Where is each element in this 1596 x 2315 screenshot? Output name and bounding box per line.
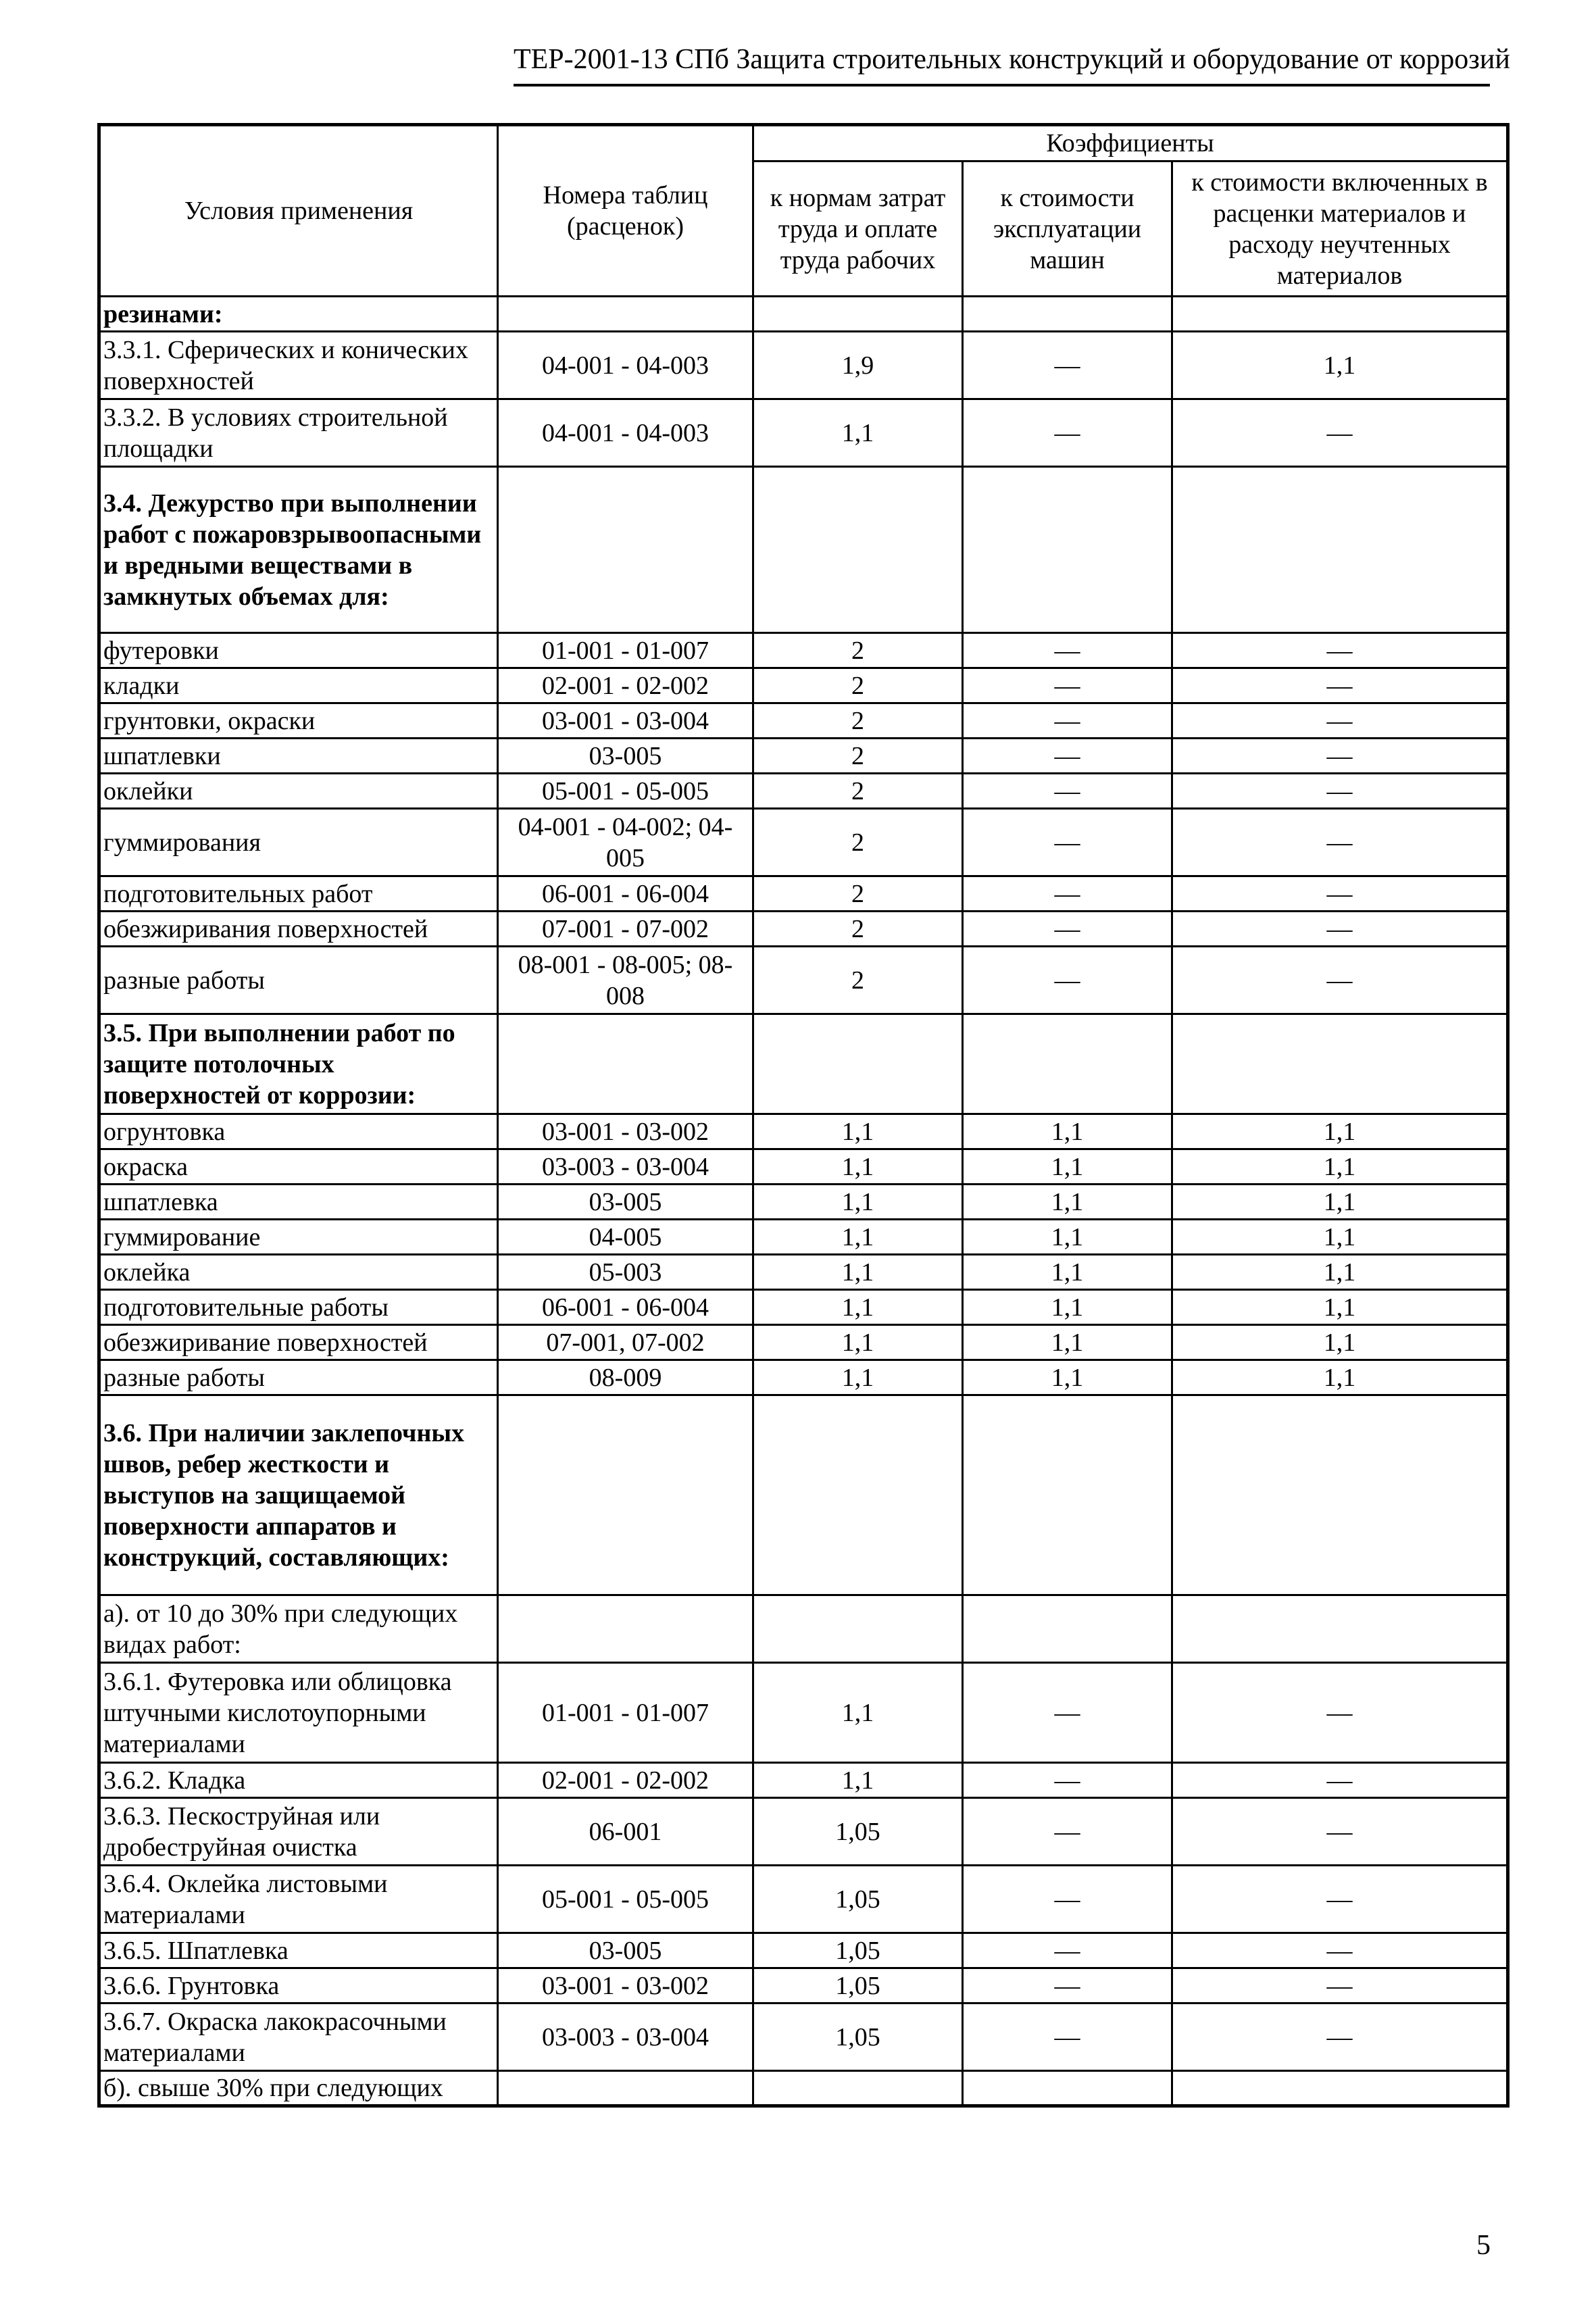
machines-coefficient-cell xyxy=(963,467,1172,633)
table-row xyxy=(99,1220,1508,1255)
table-row xyxy=(99,1663,1508,1763)
labor-coefficient-cell: 1,1 xyxy=(753,1663,963,1763)
materials-coefficient-cell: 1,1 xyxy=(1172,1220,1508,1255)
machines-coefficient-cell: — xyxy=(963,633,1172,668)
materials-coefficient-cell: — xyxy=(1172,1763,1508,1798)
table-row xyxy=(99,1395,1508,1595)
materials-coefficient-cell: 1,1 xyxy=(1172,1185,1508,1220)
table-row xyxy=(99,1866,1508,1933)
condition-cell: футеровки xyxy=(99,633,498,668)
condition-cell: 3.5. При выполнении работ по защите потолочных поверхностей от коррозии: xyxy=(99,1014,498,1114)
labor-coefficient-cell: 1,1 xyxy=(753,1149,963,1185)
table-numbers-cell xyxy=(498,467,753,633)
machines-coefficient-cell: 1,1 xyxy=(963,1220,1172,1255)
labor-coefficient-cell: 1,1 xyxy=(753,1220,963,1255)
labor-coefficient-cell: 2 xyxy=(753,947,963,1014)
labor-coefficient-cell: 1,05 xyxy=(753,1866,963,1933)
condition-cell: 3.6.2. Кладка xyxy=(99,1763,498,1798)
labor-coefficient-cell: 1,1 xyxy=(753,1290,963,1325)
condition-cell: 3.6.1. Футеровка или облицовка штучными кислотоупорными материалами xyxy=(99,1663,498,1763)
table-numbers-cell: 05-001 - 05-005 xyxy=(498,1866,753,1933)
labor-coefficient-cell: 2 xyxy=(753,912,963,947)
labor-coefficient-cell: 1,1 xyxy=(753,1763,963,1798)
machines-coefficient-cell: — xyxy=(963,912,1172,947)
header-rule xyxy=(514,84,1490,86)
table-numbers-cell: 04-005 xyxy=(498,1220,753,1255)
labor-coefficient-cell: 2 xyxy=(753,739,963,774)
condition-cell: гуммирования xyxy=(99,809,498,876)
materials-coefficient-cell: 1,1 xyxy=(1172,1255,1508,1290)
table-row xyxy=(99,1290,1508,1325)
table-row xyxy=(99,876,1508,912)
materials-coefficient-cell xyxy=(1172,467,1508,633)
machines-coefficient-cell: — xyxy=(963,947,1172,1014)
materials-coefficient-cell: — xyxy=(1172,703,1508,739)
machines-coefficient-cell: — xyxy=(963,1798,1172,1866)
table-row xyxy=(99,1185,1508,1220)
table-row xyxy=(99,1595,1508,1663)
table-numbers-cell xyxy=(498,2071,753,2106)
condition-cell: разные работы xyxy=(99,1360,498,1395)
table-row xyxy=(99,1114,1508,1149)
page-header: ТЕР-2001-13 СПб Защита строительных конструкций и оборудование от коррозий xyxy=(514,44,1510,75)
labor-coefficient-cell: 1,1 xyxy=(753,1185,963,1220)
machines-coefficient-cell xyxy=(963,1595,1172,1663)
machines-coefficient-cell: — xyxy=(963,668,1172,703)
materials-coefficient-cell: — xyxy=(1172,2003,1508,2071)
machines-coefficient-cell: 1,1 xyxy=(963,1185,1172,1220)
condition-cell: кладки xyxy=(99,668,498,703)
machines-coefficient-cell: — xyxy=(963,2003,1172,2071)
labor-coefficient-cell xyxy=(753,297,963,332)
table-row xyxy=(99,1798,1508,1866)
table-row xyxy=(99,1360,1508,1395)
table-numbers-cell: 02-001 - 02-002 xyxy=(498,668,753,703)
table-numbers-cell: 03-001 - 03-002 xyxy=(498,1114,753,1149)
header-table-numbers: Номера таблиц (расценок) xyxy=(498,125,753,297)
labor-coefficient-cell xyxy=(753,1595,963,1663)
table-row xyxy=(99,703,1508,739)
labor-coefficient-cell: 1,1 xyxy=(753,399,963,467)
condition-cell: огрунтовка xyxy=(99,1114,498,1149)
materials-coefficient-cell: — xyxy=(1172,668,1508,703)
table-row xyxy=(99,774,1508,809)
condition-cell: 3.6.3. Пескоструйная или дробеструйная очистка xyxy=(99,1798,498,1866)
machines-coefficient-cell: — xyxy=(963,774,1172,809)
table-numbers-cell: 07-001, 07-002 xyxy=(498,1325,753,1360)
labor-coefficient-cell xyxy=(753,2071,963,2106)
table-row xyxy=(99,947,1508,1014)
machines-coefficient-cell: — xyxy=(963,876,1172,912)
materials-coefficient-cell: — xyxy=(1172,912,1508,947)
machines-coefficient-cell: — xyxy=(963,1933,1172,1968)
machines-coefficient-cell xyxy=(963,1014,1172,1114)
labor-coefficient-cell xyxy=(753,467,963,633)
labor-coefficient-cell xyxy=(753,1395,963,1595)
materials-coefficient-cell: 1,1 xyxy=(1172,1114,1508,1149)
table-row xyxy=(99,2003,1508,2071)
materials-coefficient-cell: — xyxy=(1172,399,1508,467)
materials-coefficient-cell: 1,1 xyxy=(1172,1149,1508,1185)
condition-cell: 3.6.4. Оклейка листовыми материалами xyxy=(99,1866,498,1933)
condition-cell: шпатлевки xyxy=(99,739,498,774)
table-row xyxy=(99,297,1508,332)
table-row xyxy=(99,1933,1508,1968)
materials-coefficient-cell: — xyxy=(1172,876,1508,912)
materials-coefficient-cell: 1,1 xyxy=(1172,1325,1508,1360)
materials-coefficient-cell: 1,1 xyxy=(1172,1290,1508,1325)
condition-cell: подготовительных работ xyxy=(99,876,498,912)
table-row xyxy=(99,1325,1508,1360)
table-numbers-cell: 03-005 xyxy=(498,739,753,774)
materials-coefficient-cell xyxy=(1172,1595,1508,1663)
table-row xyxy=(99,1968,1508,2003)
condition-cell: 3.6.7. Окраска лакокрасочными материалами xyxy=(99,2003,498,2071)
condition-cell: 3.3.1. Сферических и конических поверхностей xyxy=(99,332,498,399)
condition-cell: резинами: xyxy=(99,297,498,332)
condition-cell: обезжиривания поверхностей xyxy=(99,912,498,947)
materials-coefficient-cell: — xyxy=(1172,633,1508,668)
labor-coefficient-cell: 1,9 xyxy=(753,332,963,399)
table-row xyxy=(99,1149,1508,1185)
machines-coefficient-cell: — xyxy=(963,809,1172,876)
machines-coefficient-cell: 1,1 xyxy=(963,1255,1172,1290)
labor-coefficient-cell: 2 xyxy=(753,876,963,912)
header-machines: к стоимости эксплуатации машин xyxy=(963,161,1172,297)
table-row xyxy=(99,1014,1508,1114)
table-numbers-cell xyxy=(498,1395,753,1595)
table-numbers-cell: 06-001 xyxy=(498,1798,753,1866)
machines-coefficient-cell xyxy=(963,2071,1172,2106)
table-row xyxy=(99,1255,1508,1290)
table-numbers-cell: 04-001 - 04-002; 04-005 xyxy=(498,809,753,876)
table-numbers-cell: 06-001 - 06-004 xyxy=(498,876,753,912)
condition-cell: подготовительные работы xyxy=(99,1290,498,1325)
table-numbers-cell: 01-001 - 01-007 xyxy=(498,633,753,668)
table-numbers-cell xyxy=(498,1014,753,1114)
condition-cell: 3.6. При наличии заклепочных швов, ребер жесткости и выступов на защищаемой поверхности аппаратов и конструкций, составляющих: xyxy=(99,1395,498,1595)
table-row xyxy=(99,399,1508,467)
condition-cell: шпатлевка xyxy=(99,1185,498,1220)
page-number: 5 xyxy=(1476,2230,1491,2261)
materials-coefficient-cell xyxy=(1172,297,1508,332)
table-row xyxy=(99,332,1508,399)
materials-coefficient-cell: — xyxy=(1172,1968,1508,2003)
labor-coefficient-cell: 1,05 xyxy=(753,1968,963,2003)
materials-coefficient-cell: — xyxy=(1172,1663,1508,1763)
header-coefficients: Коэффициенты xyxy=(753,125,1508,161)
labor-coefficient-cell: 2 xyxy=(753,703,963,739)
machines-coefficient-cell: — xyxy=(963,703,1172,739)
table-row xyxy=(99,739,1508,774)
materials-coefficient-cell: — xyxy=(1172,1798,1508,1866)
table-numbers-cell: 06-001 - 06-004 xyxy=(498,1290,753,1325)
condition-cell: б). свыше 30% при следующих xyxy=(99,2071,498,2106)
table-row xyxy=(99,809,1508,876)
labor-coefficient-cell: 1,1 xyxy=(753,1325,963,1360)
machines-coefficient-cell: — xyxy=(963,739,1172,774)
table-numbers-cell: 03-001 - 03-004 xyxy=(498,703,753,739)
table-row xyxy=(99,1763,1508,1798)
table-row xyxy=(99,2071,1508,2106)
labor-coefficient-cell: 1,05 xyxy=(753,1798,963,1866)
table-body xyxy=(99,297,1508,2106)
condition-cell: окраска xyxy=(99,1149,498,1185)
table-row xyxy=(99,633,1508,668)
table-numbers-cell: 05-001 - 05-005 xyxy=(498,774,753,809)
table-numbers-cell: 07-001 - 07-002 xyxy=(498,912,753,947)
labor-coefficient-cell: 1,1 xyxy=(753,1360,963,1395)
labor-coefficient-cell: 1,1 xyxy=(753,1114,963,1149)
condition-cell: 3.6.6. Грунтовка xyxy=(99,1968,498,2003)
materials-coefficient-cell: — xyxy=(1172,947,1508,1014)
machines-coefficient-cell xyxy=(963,1395,1172,1595)
header-conditions: Условия применения xyxy=(99,125,498,297)
machines-coefficient-cell: — xyxy=(963,1763,1172,1798)
labor-coefficient-cell: 2 xyxy=(753,774,963,809)
machines-coefficient-cell: — xyxy=(963,1663,1172,1763)
materials-coefficient-cell: — xyxy=(1172,1933,1508,1968)
labor-coefficient-cell: 2 xyxy=(753,809,963,876)
machines-coefficient-cell: — xyxy=(963,1968,1172,2003)
machines-coefficient-cell xyxy=(963,297,1172,332)
machines-coefficient-cell: 1,1 xyxy=(963,1325,1172,1360)
condition-cell: 3.4. Дежурство при выполнении работ с пожаровзрывоопасными и вредными веществами в замкнутых объемах для: xyxy=(99,467,498,633)
table-row xyxy=(99,912,1508,947)
table-numbers-cell: 01-001 - 01-007 xyxy=(498,1663,753,1763)
labor-coefficient-cell: 1,05 xyxy=(753,2003,963,2071)
condition-cell: гуммирование xyxy=(99,1220,498,1255)
table-row xyxy=(99,467,1508,633)
materials-coefficient-cell xyxy=(1172,2071,1508,2106)
table-numbers-cell xyxy=(498,1595,753,1663)
materials-coefficient-cell: — xyxy=(1172,1866,1508,1933)
table-numbers-cell xyxy=(498,297,753,332)
materials-coefficient-cell: — xyxy=(1172,739,1508,774)
coefficients-table xyxy=(97,123,1510,2108)
labor-coefficient-cell: 2 xyxy=(753,668,963,703)
materials-coefficient-cell: 1,1 xyxy=(1172,332,1508,399)
labor-coefficient-cell: 2 xyxy=(753,633,963,668)
labor-coefficient-cell: 1,05 xyxy=(753,1933,963,1968)
table-numbers-cell: 03-003 - 03-004 xyxy=(498,2003,753,2071)
condition-cell: а). от 10 до 30% при следующих видах работ: xyxy=(99,1595,498,1663)
table-numbers-cell: 08-001 - 08-005; 08-008 xyxy=(498,947,753,1014)
machines-coefficient-cell: 1,1 xyxy=(963,1114,1172,1149)
materials-coefficient-cell: — xyxy=(1172,774,1508,809)
table-row xyxy=(99,668,1508,703)
condition-cell: обезжиривание поверхностей xyxy=(99,1325,498,1360)
table-numbers-cell: 04-001 - 04-003 xyxy=(498,399,753,467)
table-numbers-cell: 08-009 xyxy=(498,1360,753,1395)
machines-coefficient-cell: — xyxy=(963,1866,1172,1933)
condition-cell: разные работы xyxy=(99,947,498,1014)
table-numbers-cell: 03-005 xyxy=(498,1185,753,1220)
condition-cell: 3.6.5. Шпатлевка xyxy=(99,1933,498,1968)
table-numbers-cell: 05-003 xyxy=(498,1255,753,1290)
materials-coefficient-cell: — xyxy=(1172,809,1508,876)
table-numbers-cell: 03-005 xyxy=(498,1933,753,1968)
condition-cell: грунтовки, окраски xyxy=(99,703,498,739)
header-labor: к нормам затрат труда и оплате труда рабочих xyxy=(753,161,963,297)
labor-coefficient-cell: 1,1 xyxy=(753,1255,963,1290)
condition-cell: оклейка xyxy=(99,1255,498,1290)
materials-coefficient-cell xyxy=(1172,1395,1508,1595)
table-numbers-cell: 03-003 - 03-004 xyxy=(498,1149,753,1185)
machines-coefficient-cell: 1,1 xyxy=(963,1290,1172,1325)
table-numbers-cell: 03-001 - 03-002 xyxy=(498,1968,753,2003)
machines-coefficient-cell: 1,1 xyxy=(963,1360,1172,1395)
materials-coefficient-cell xyxy=(1172,1014,1508,1114)
materials-coefficient-cell: 1,1 xyxy=(1172,1360,1508,1395)
labor-coefficient-cell xyxy=(753,1014,963,1114)
machines-coefficient-cell: 1,1 xyxy=(963,1149,1172,1185)
table-numbers-cell: 02-001 - 02-002 xyxy=(498,1763,753,1798)
header-materials: к стоимости включенных в расценки материалов и расходу неучтенных материалов xyxy=(1172,161,1508,297)
machines-coefficient-cell: — xyxy=(963,399,1172,467)
condition-cell: 3.3.2. В условиях строительной площадки xyxy=(99,399,498,467)
machines-coefficient-cell: — xyxy=(963,332,1172,399)
condition-cell: оклейки xyxy=(99,774,498,809)
table-numbers-cell: 04-001 - 04-003 xyxy=(498,332,753,399)
